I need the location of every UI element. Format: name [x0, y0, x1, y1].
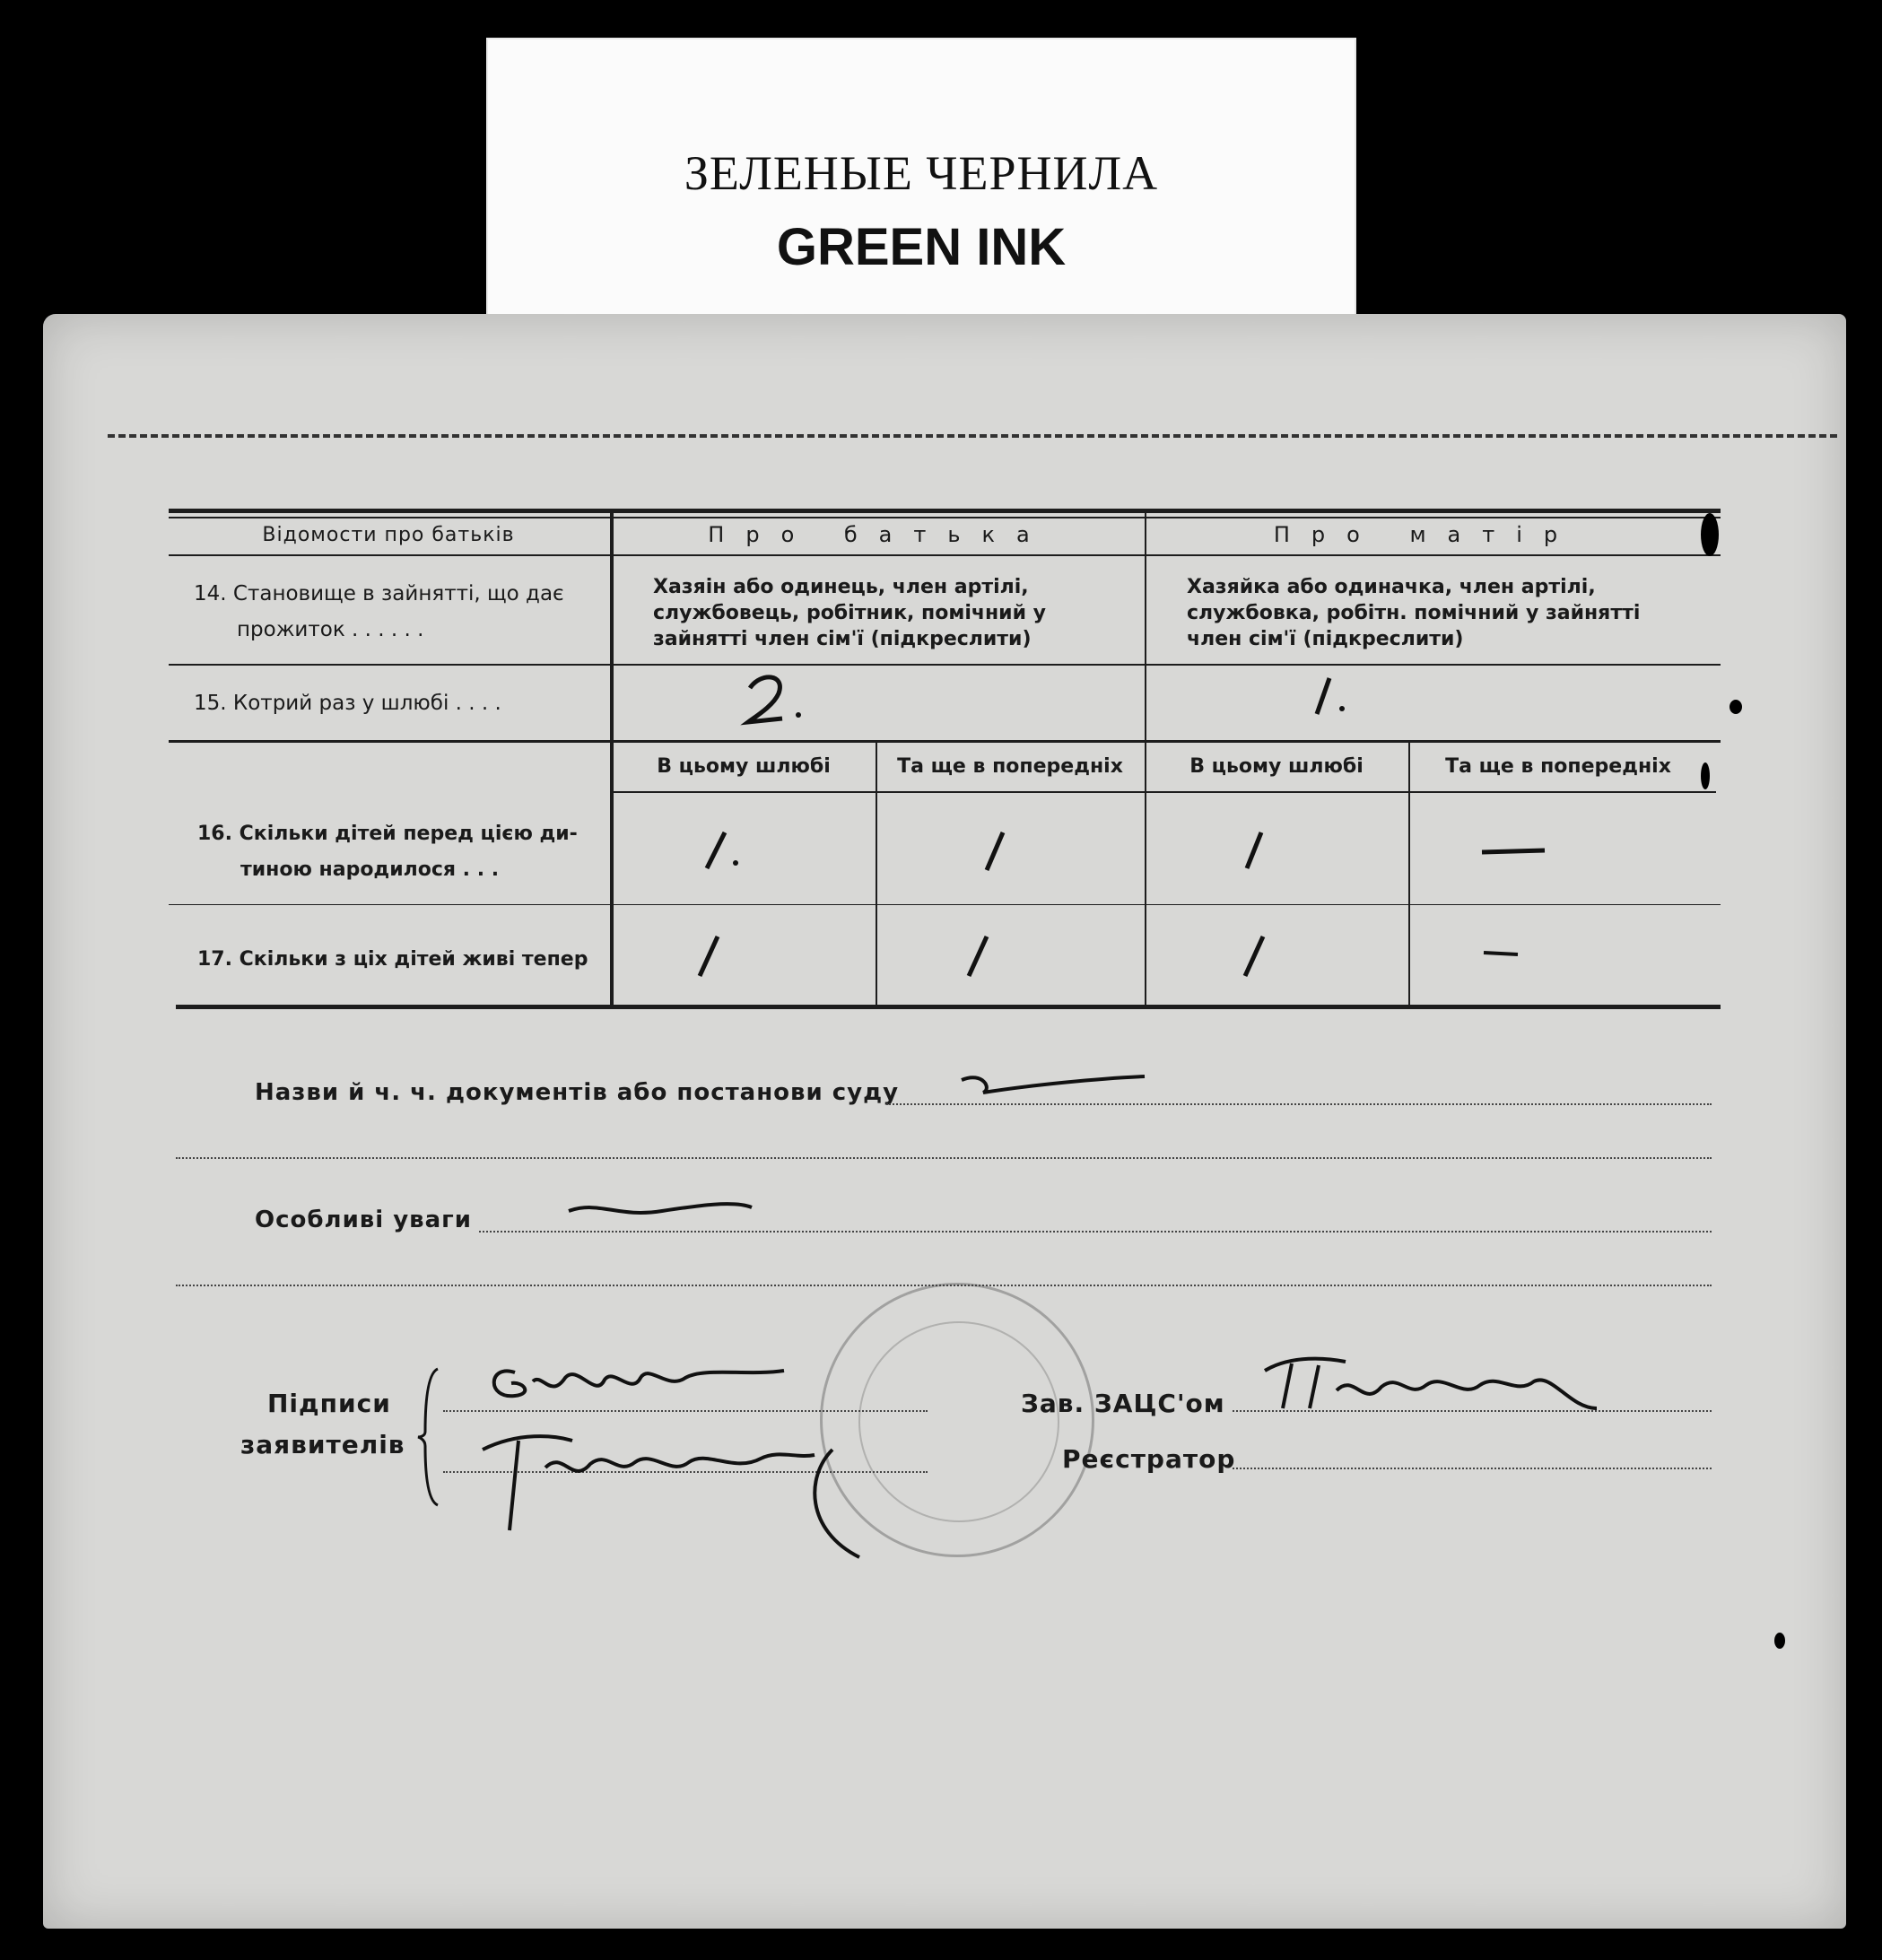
applicant-signature-2 — [465, 1423, 895, 1579]
applicants-signatures-label-line1: Підписи — [267, 1389, 391, 1418]
label-title-english: GREEN INK — [776, 218, 1067, 276]
table-bottom-rule — [176, 1005, 1721, 1009]
label-title-russian: ЗЕЛЕНЫЕ ЧЕРНИЛА — [684, 146, 1159, 200]
row14-label-line2: прожиток . . . . . . — [237, 618, 424, 641]
table-top-rule-thin — [169, 517, 1721, 518]
documents-label: Назви й ч. ч. документів або постанови суду — [255, 1079, 900, 1106]
row14-father-options: Хазяін або одинець, член артілі, службовець, робітник, помічний у зайнятті член сім'ї (підкреслити) — [653, 576, 1046, 650]
remarks-dash-mark — [563, 1195, 761, 1234]
row15-label: 15. Котрий раз у шлюбі . . . . — [194, 692, 501, 715]
row15-mother-handwritten — [1310, 673, 1364, 730]
documents-dotted-line-2 — [176, 1157, 1712, 1159]
row17-mother-this-value — [1233, 931, 1277, 989]
row14-rule — [169, 664, 1721, 666]
subheader-mother-this-marriage: В цьому шлюбі — [1189, 755, 1364, 778]
row16-father-this-value — [700, 827, 754, 884]
header-about-father: Про батька — [708, 522, 1051, 547]
punch-hole-2 — [1730, 700, 1742, 714]
head-signature — [1256, 1346, 1615, 1430]
perforation-line — [108, 434, 1837, 438]
row15-father-handwritten — [743, 668, 815, 735]
row17-mother-prev-value — [1478, 944, 1532, 965]
remarks-label: Особливі уваги — [255, 1206, 472, 1233]
subheader-father-this-marriage: В цьому шлюбі — [657, 755, 831, 778]
row14-label-line1: 14. Становище в зайнятті, що дає — [194, 582, 564, 605]
row16-rule — [169, 904, 1721, 905]
col-divider-father — [876, 743, 877, 1008]
punch-hole-3 — [1701, 762, 1710, 789]
subheader-rule — [613, 791, 1716, 793]
document-page — [43, 314, 1846, 1929]
applicant-signature-1 — [479, 1346, 820, 1421]
header-parents-info: Відомости про батьків — [262, 524, 515, 546]
applicants-brace — [416, 1365, 443, 1512]
table-header-rule — [169, 554, 1721, 556]
row17-father-prev-value — [956, 931, 1001, 989]
ink-color-label-card — [486, 38, 1356, 319]
row16-father-prev-value — [976, 827, 1021, 884]
row16-mother-prev-value — [1478, 843, 1550, 865]
punch-hole-1 — [1701, 513, 1719, 556]
row16-label-line1: 16. Скільки дітей перед цією ди- — [197, 823, 578, 845]
registrar-signature-line — [1233, 1468, 1712, 1469]
subheader-father-previous: Та ще в попередніх — [897, 755, 1123, 778]
row15-rule — [169, 740, 1721, 743]
registrar-label: Реєстратор — [1062, 1444, 1236, 1474]
row16-label-line2: тиною народилося . . . — [240, 858, 500, 881]
row17-father-this-value — [687, 931, 732, 989]
row17-label: 17. Скільки з ціх дітей живі тепер — [197, 948, 588, 971]
subheader-mother-previous: Та ще в попередніх — [1445, 755, 1671, 778]
col-divider-mother — [1408, 743, 1410, 1008]
head-of-registry-label: Зав. ЗАЦС'ом — [1021, 1389, 1225, 1418]
documents-dash-mark — [956, 1067, 1154, 1107]
applicants-signatures-label-line2: заявителів — [240, 1430, 405, 1459]
header-about-mother: Про матір — [1273, 522, 1580, 547]
table-top-rule — [169, 509, 1721, 513]
row14-mother-options: Хазяйка або одиначка, член артілі, службовка, робітн. помічний у зайнятті член сім'ї (підкреслити) — [1187, 576, 1641, 650]
punch-hole-4 — [1774, 1633, 1785, 1649]
row16-mother-this-value — [1234, 827, 1279, 884]
